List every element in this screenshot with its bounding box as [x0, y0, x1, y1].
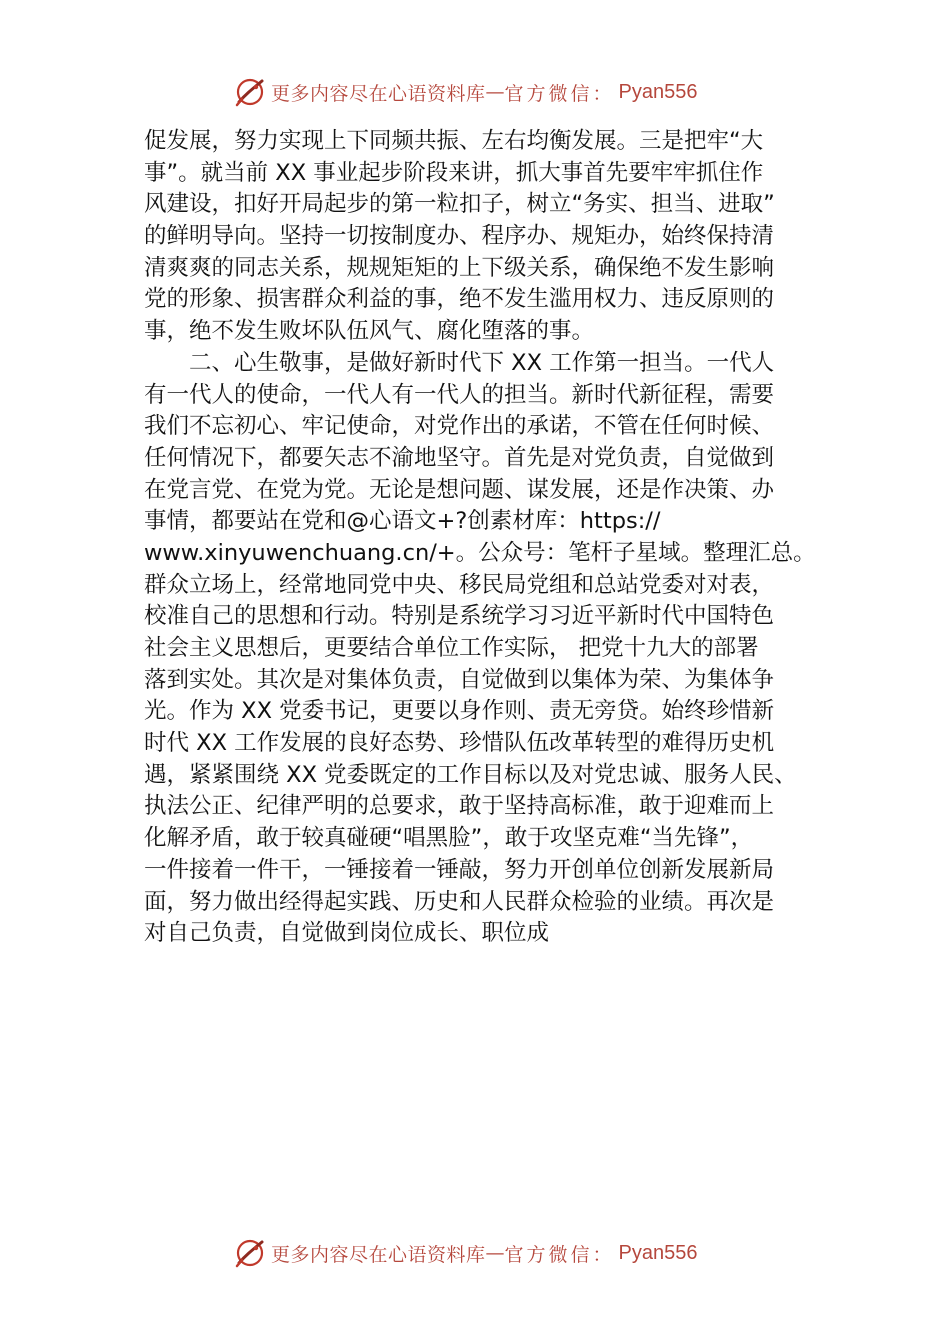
- brush-logo-icon: [233, 1236, 267, 1270]
- text-line: 的鲜明导向。坚持一切按制度办、程序办、规矩办，始终保持清: [144, 223, 775, 250]
- watermark-dash: —: [485, 1242, 505, 1264]
- text-line: 落到实处。其次是对集体负责，自觉做到以集体为荣、为集体争: [144, 666, 775, 693]
- text-line: 对自己负责，自觉做到岗位成长、职位成: [144, 920, 550, 947]
- text-line: 二、心生敬事，是做好新时代下 XX 工作第一担当。一代人: [144, 349, 775, 376]
- text-line: 风建设，扣好开局起步的第一粒扣子，树立“务实、担当、进取”: [144, 191, 775, 218]
- watermark-dash: —: [485, 81, 505, 103]
- watermark-wechat-label: 官方微信：: [504, 82, 615, 105]
- text-line: 事”。就当前 XX 事业起步阶段来讲，抓大事首先要牢牢抓住作: [144, 159, 764, 186]
- watermark-wechat-id: Pyan556: [618, 80, 698, 103]
- text-line: 事，绝不发生败坏队伍风气、腐化堕落的事。: [144, 318, 595, 345]
- footer-watermark: [233, 1235, 698, 1271]
- text-line: 促发展，努力实现上下同频共振、左右均衡发展。三是把牢“大: [144, 128, 764, 154]
- text-line: www.xinyuwenchuang.cn/+。公众号：笔杆子星域。整理汇总。: [144, 539, 816, 566]
- text-line: 一件接着一件干，一锤接着一锤敲，努力开创单位创新发展新局: [144, 856, 775, 883]
- text-line: 校准自己的思想和行动。特别是系统学习习近平新时代中国特色: [144, 603, 775, 630]
- watermark-brand-text: 更多内容尽在心语资料库: [271, 1243, 486, 1266]
- brush-logo-icon: [233, 75, 267, 109]
- text-line: 执法公正、纪律严明的总要求，敢于坚持高标准，敢于迎难而上: [144, 793, 775, 820]
- text-line: 事情，都要站在党和@心语文+?创素材库：https://: [144, 508, 661, 535]
- watermark-brand-text: 更多内容尽在心语资料库: [271, 82, 486, 105]
- text-line: 光。作为 XX 党委书记，更要以身作则、责无旁贷。始终珍惜新: [144, 698, 775, 725]
- text-line: 时代 XX 工作发展的良好态势、珍惜队伍改革转型的难得历史机: [144, 730, 775, 757]
- text-line: 有一代人的使命，一代人有一代人的担当。新时代新征程，需要: [144, 381, 775, 408]
- text-line: 群众立场上，经常地同党中央、移民局党组和总站党委对对表，: [144, 571, 775, 598]
- text-line: 我们不忘初心、牢记使命，对党作出的承诺，不管在任何时候、: [144, 413, 775, 440]
- text-line: 任何情况下，都要矢志不渝地坚守。首先是对党负责，自觉做到: [144, 444, 775, 471]
- text-line: 面，努力做出经得起实践、历史和人民群众检验的业绩。再次是: [144, 888, 775, 915]
- text-line: 在党言党、在党为党。无论是想问题、谋发展，还是作决策、办: [144, 476, 775, 503]
- watermark-wechat-label: 官方微信：: [504, 1243, 615, 1266]
- text-line: 遇，紧紧围绕 XX 党委既定的工作目标以及对党忠诚、服务人民、: [144, 761, 797, 788]
- text-line: 党的形象、损害群众利益的事，绝不发生滥用权力、违反原则的: [144, 286, 775, 313]
- text-line: 化解矛盾，敢于较真碰硬“唱黑脸”，敢于攻坚克难“当先锋”，: [144, 825, 754, 852]
- watermark-wechat-id: Pyan556: [618, 1241, 698, 1264]
- text-line: 社会主义思想后，更要结合单位工作实际， 把党十九大的部署: [144, 635, 759, 661]
- document-body: [144, 126, 824, 950]
- text-line: 清爽爽的同志关系，规规矩矩的上下级关系，确保绝不发生影响: [144, 254, 775, 281]
- header-watermark: [233, 74, 698, 110]
